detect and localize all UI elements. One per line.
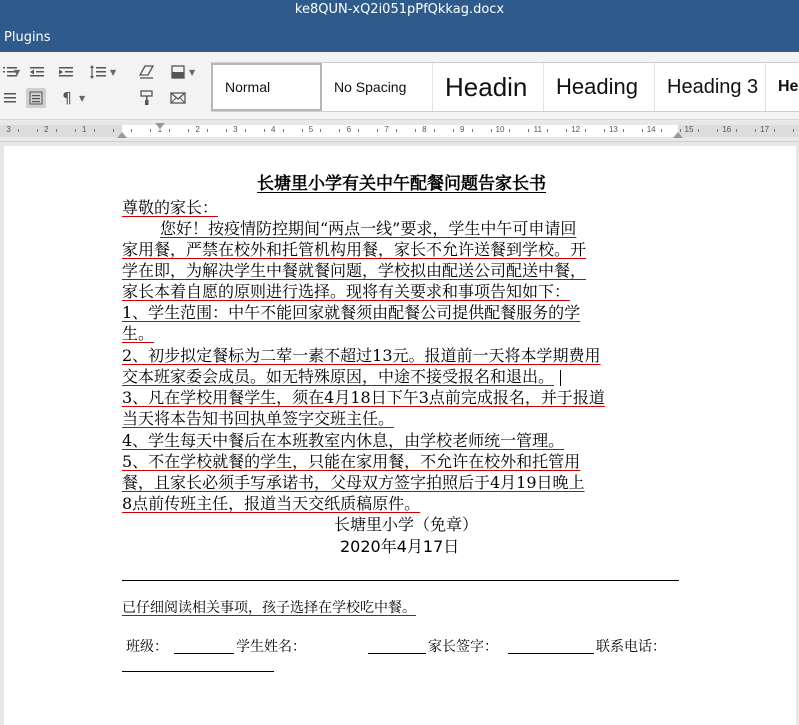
styles-gallery xyxy=(211,62,799,112)
form-parent-blank[interactable] xyxy=(508,653,594,654)
ruler-number: 3 xyxy=(233,125,238,134)
ruler-tick xyxy=(434,129,435,132)
ruler-number: 8 xyxy=(422,125,427,134)
ruler-tick xyxy=(509,129,510,132)
ruler-tick xyxy=(453,129,454,132)
ruler-number: 13 xyxy=(608,125,618,134)
style-normal[interactable]: Normal xyxy=(211,63,322,111)
form-student-label: 学生姓名： xyxy=(236,639,306,655)
ruler-tick xyxy=(698,129,699,132)
ruler-tick xyxy=(339,129,340,132)
doc-line[interactable]: 家长本着自愿的原则进行选择。现将有关要求和事项告知如下： xyxy=(122,282,571,301)
text-cursor xyxy=(560,370,561,386)
chevron-down-icon[interactable]: ▼ xyxy=(79,94,86,103)
window-title-bar xyxy=(0,0,799,22)
ruler-tick xyxy=(320,129,321,132)
doc-line[interactable]: 学在即，为解决学生中餐就餐问题，学校拟由配送公司配送中餐， xyxy=(122,261,587,280)
ruler-number: 4 xyxy=(270,125,276,134)
ruler-tick xyxy=(75,129,76,132)
ruler-tick xyxy=(472,129,473,132)
doc-title[interactable]: 长塘里小学有关中午配餐问题告家长书 xyxy=(257,174,546,194)
doc-line[interactable]: 2、初步拟定餐标为二荤一素不超过13元。报道前一天将本学期费用 xyxy=(122,346,601,365)
ruler-tick xyxy=(793,129,794,132)
first-line-indent-marker[interactable] xyxy=(155,123,165,129)
shading-icon[interactable] xyxy=(168,62,188,82)
doc-line[interactable]: 生。 xyxy=(122,324,155,343)
ruler-tick xyxy=(131,129,132,132)
ruler-number: 16 xyxy=(722,125,732,134)
style-heading-4[interactable]: He xyxy=(766,63,799,111)
ruler-number: 11 xyxy=(533,125,542,134)
ruler-tick xyxy=(56,129,57,132)
ruler-tick xyxy=(774,129,775,132)
clear-formatting-icon[interactable] xyxy=(137,62,157,82)
ruler-number: 3 xyxy=(6,125,11,134)
ruler-tick xyxy=(585,129,586,132)
receipt-text[interactable]: 已仔细阅读相关事项，孩子选择在学校吃中餐。 xyxy=(122,600,416,616)
ruler-number: 12 xyxy=(571,125,581,134)
ruler-number: 1 xyxy=(81,125,87,134)
decrease-indent-icon[interactable] xyxy=(27,62,47,82)
form-phone-blank[interactable] xyxy=(122,671,274,672)
doc-signature[interactable]: 长塘里小学（免章） xyxy=(334,515,479,534)
increase-indent-icon[interactable] xyxy=(56,62,76,82)
doc-line[interactable]: 家用餐，严禁在校外和托管机构用餐，家长不允许送餐到学校。开 xyxy=(122,240,587,259)
menu-bar xyxy=(0,22,799,52)
doc-line[interactable]: 3、凡在学校用餐学生，须在4月18日下午3点前完成报名，并于报道 xyxy=(122,388,605,407)
ruler-tick xyxy=(113,129,114,132)
ruler-tick xyxy=(566,129,567,132)
format-painter-icon[interactable] xyxy=(137,88,157,108)
ruler-tick xyxy=(226,129,227,132)
ruler-tick xyxy=(623,129,624,132)
ruler-tick xyxy=(188,129,189,132)
doc-line[interactable]: 8点前传班主任，报道当天交纸质稿原件。 xyxy=(122,494,421,513)
doc-date[interactable]: 2020年4月17日 xyxy=(340,537,460,556)
style-heading-3[interactable]: Heading 3 xyxy=(655,63,766,111)
horizontal-ruler[interactable] xyxy=(0,120,799,142)
form-student-blank[interactable] xyxy=(368,653,426,654)
toolbar xyxy=(0,52,799,120)
menu-plugins[interactable]: Plugins xyxy=(4,30,51,45)
style-heading-1[interactable]: Headin xyxy=(433,63,544,111)
ruler-number: 1 xyxy=(157,125,163,134)
form-phone-label: 联系电话： xyxy=(596,639,666,655)
ruler-tick xyxy=(755,129,756,132)
doc-line-text[interactable]: 交本班家委会成员。如无特殊原因，中途不接受报名和退出。 xyxy=(122,367,555,386)
ruler-tick xyxy=(245,129,246,132)
ruler-tick xyxy=(528,129,529,132)
chevron-down-icon[interactable]: ▼ xyxy=(14,68,21,77)
ruler-tick xyxy=(547,129,548,132)
ruler-tick xyxy=(604,129,605,132)
ruler-number: 7 xyxy=(384,125,389,134)
window-title: ke8QUN-xQ2i051pPfQkkag.docx xyxy=(294,2,505,17)
ruler-tick xyxy=(736,129,737,132)
ruler-tick xyxy=(18,129,19,132)
ruler-tick xyxy=(377,129,378,132)
ruler-tick xyxy=(169,129,170,132)
ruler-tick xyxy=(37,129,38,132)
doc-line[interactable]: 4、学生每天中餐后在本班教室内休息，由学校老师统一管理。 xyxy=(122,431,565,450)
ruler-tick xyxy=(150,129,151,132)
ruler-number: 2 xyxy=(44,125,49,134)
align-justify-icon[interactable] xyxy=(0,88,20,108)
doc-line[interactable] xyxy=(122,366,561,388)
ruler-tick xyxy=(358,129,359,132)
style-heading-2[interactable]: Heading xyxy=(544,63,655,111)
doc-line[interactable]: 尊敬的家长： xyxy=(122,198,219,217)
ruler-tick xyxy=(207,129,208,132)
form-class-blank[interactable] xyxy=(174,653,234,654)
line-spacing-icon[interactable] xyxy=(88,62,108,82)
chevron-down-icon[interactable]: ▼ xyxy=(189,68,196,77)
ruler-tick xyxy=(302,129,303,132)
doc-line[interactable]: 您好！按疫情防控期间“两点一线”要求，学生中午可申请回 xyxy=(160,219,577,238)
align-distributed-icon[interactable] xyxy=(26,88,46,108)
form-class-label: 班级： xyxy=(126,639,168,655)
doc-line[interactable]: 5、不在学校就餐的学生，只能在家用餐，不允许在校外和托管用 xyxy=(122,452,581,471)
paragraph-marks-icon[interactable]: ¶ xyxy=(62,89,72,107)
ruler-number: 2 xyxy=(195,125,200,134)
ruler-number: 15 xyxy=(684,125,694,134)
doc-line[interactable]: 餐，且家长必须手写承诺书，父母双方签字拍照后于4月19日晚上 xyxy=(122,473,585,492)
ruler-tick xyxy=(396,129,397,132)
right-indent-marker[interactable] xyxy=(673,132,683,138)
chevron-down-icon[interactable]: ▼ xyxy=(110,68,117,77)
ruler-number: 9 xyxy=(459,125,465,134)
receipt-divider xyxy=(122,580,679,581)
style-no-spacing[interactable]: No Spacing xyxy=(322,63,433,111)
ruler-number: 6 xyxy=(346,125,352,134)
ruler-tick xyxy=(491,129,492,132)
ruler-number: 10 xyxy=(495,125,505,134)
ruler-tick xyxy=(717,129,718,132)
form-parent-label: 家长签字： xyxy=(428,639,498,655)
ruler-tick xyxy=(283,129,284,132)
ruler-right-margin xyxy=(678,125,799,137)
doc-line[interactable]: 当天将本告知书回执单签字交班主任。 xyxy=(122,409,395,428)
ruler-tick xyxy=(264,129,265,132)
ruler-number: 17 xyxy=(760,125,770,134)
ruler-number: 5 xyxy=(308,125,314,134)
doc-line[interactable]: 1、学生范围：中午不能回家就餐须由配餐公司提供配餐服务的学 xyxy=(122,303,581,322)
ruler-tick xyxy=(415,129,416,132)
ruler-tick xyxy=(94,129,95,132)
ruler-tick xyxy=(642,129,643,132)
left-indent-marker[interactable] xyxy=(117,132,127,138)
mail-merge-icon[interactable] xyxy=(168,88,188,108)
ruler-tick xyxy=(661,129,662,132)
ruler-number: 14 xyxy=(646,125,656,134)
